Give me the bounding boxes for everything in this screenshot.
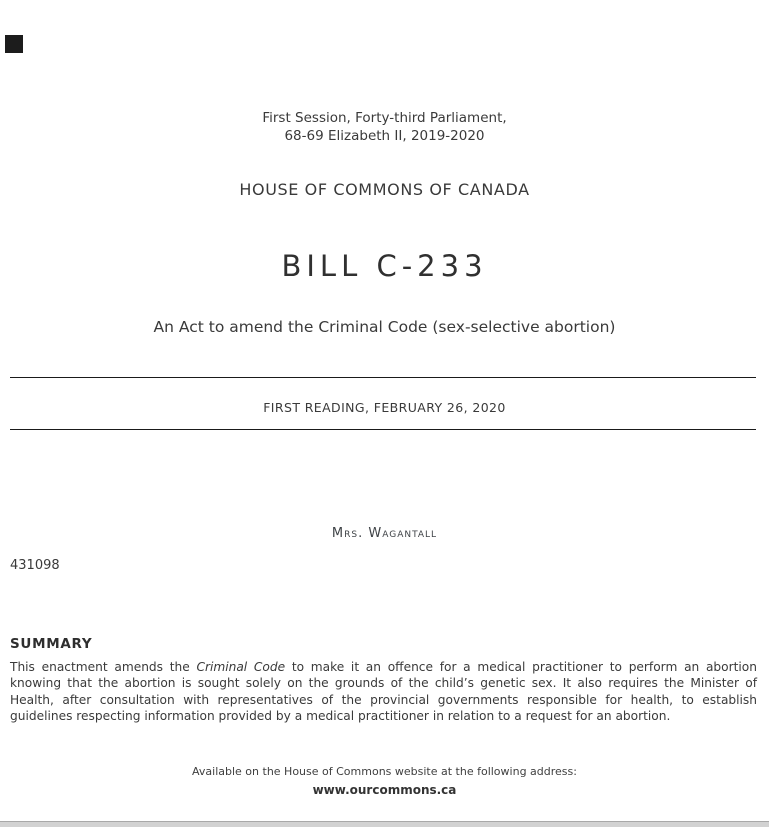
summary-paragraph bbox=[10, 659, 757, 725]
summary-text-before: This enactment amends the bbox=[10, 660, 197, 674]
document-number: 431098 bbox=[10, 558, 60, 573]
first-reading-line: FIRST READING, FEBRUARY 26, 2020 bbox=[263, 400, 506, 415]
bill-long-title: An Act to amend the Criminal Code (sex-selective abortion) bbox=[153, 318, 616, 336]
bottom-page-edge bbox=[0, 821, 769, 827]
criminal-code-italic: Criminal Code bbox=[196, 660, 286, 674]
website-address: www.ourcommons.ca bbox=[312, 783, 457, 797]
availability-note: Available on the House of Commons website at the following address: bbox=[192, 765, 577, 778]
session-block bbox=[0, 109, 769, 145]
summary-text-after: to make it an offence for a medical practitioner to perform an abortion knowing that the abortion is sought solely on the grounds of the child’s genetic sex. It also requires the Minister of Health, after consultation with representatives of the provincial governments responsible for health, to establish guidelines respecting information provided by a medical practitioner in relation to a request for an abortion. bbox=[10, 660, 757, 724]
chamber-title: HOUSE OF COMMONS OF CANADA bbox=[239, 180, 530, 199]
dark-square-marker bbox=[5, 35, 23, 53]
bill-number-title: BILL C-233 bbox=[281, 249, 488, 283]
session-line-1: First Session, Forty-third Parliament, bbox=[262, 110, 507, 126]
sponsor-name: Mrs. Wagantall bbox=[331, 526, 438, 541]
divider-rule-bottom bbox=[10, 429, 756, 430]
session-line-2: 68-69 Elizabeth II, 2019-2020 bbox=[284, 128, 485, 144]
summary-heading: SUMMARY bbox=[10, 636, 93, 652]
divider-rule-top bbox=[10, 377, 756, 378]
